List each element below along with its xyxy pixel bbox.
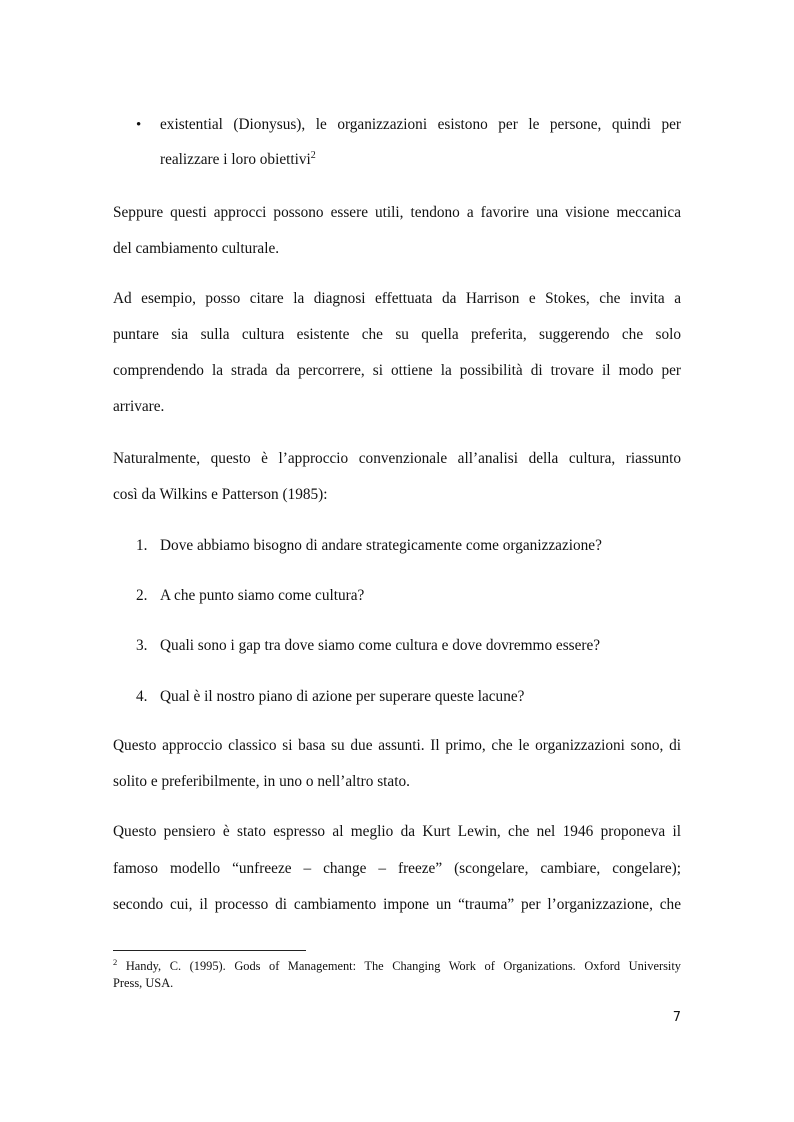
paragraph-2-line-1: Ad esempio, posso citare la diagnosi effettuata da Harrison e Stokes, che invita a [113,290,681,307]
paragraph-2-line-4: arrivare. [113,398,165,415]
paragraph-2-line-3: comprendendo la strada da percorrere, si ottiene la possibilità di trovare il modo per [113,362,681,379]
list-item: Dove abbiamo bisogno di andare strategicamente come organizzazione? [160,537,602,554]
paragraph-5-line-3: secondo cui, il processo di cambiamento impone un “trauma” per l’organizzazione, che [113,896,681,913]
list-item-number: 4. [136,688,148,705]
footnote-number: 2 [113,956,118,967]
footnote-reference: 2 [310,149,316,161]
paragraph-4-line-1: Questo approccio classico si basa su due assunti. Il primo, che le organizzazioni sono, di [113,737,681,754]
paragraph-4-line-2: solito e preferibilmente, in uno o nell’altro stato. [113,773,410,790]
bullet-marker: • [136,117,142,133]
bullet-item-line-1: existential (Dionysus), le organizzazioni esistono per le persone, quindi per [160,116,681,133]
list-item: Quali sono i gap tra dove siamo come cultura e dove dovremmo essere? [160,637,601,654]
paragraph-2-line-2: puntare sia sulla cultura esistente che su quella preferita, suggerendo che solo [113,326,681,343]
paragraph-1-line-1: Seppure questi approcci possono essere utili, tendono a favorire una visione meccanica [113,204,681,221]
paragraph-3-line-1: Naturalmente, questo è l’approccio convenzionale all’analisi della cultura, riassunto [113,450,681,467]
paragraph-1-line-2: del cambiamento culturale. [113,240,280,257]
footnote-separator [113,950,306,951]
footnote-line-2: Press, USA. [113,976,174,990]
bullet-item-line-2: realizzare i loro obiettivi$^2$ [160,149,316,168]
list-item-number: 2. [136,587,148,604]
list-item-number: 3. [136,637,148,654]
footnote-line-1: $^2$ Handy, C. (1995). Gods of Management: The Changing Work of Organizations. Oxford University [113,956,681,973]
paragraph-5-line-2: famoso modello “unfreeze – change – freeze” (scongelare, cambiare, congelare); [113,860,681,877]
list-item-number: 1. [136,537,148,554]
paragraph-5-line-1: Questo pensiero è stato espresso al meglio da Kurt Lewin, che nel 1946 proponeva il [113,823,681,840]
page-number: 7 [672,1010,681,1025]
list-item: Qual è il nostro piano di azione per superare queste lacune? [160,688,525,705]
list-item: A che punto siamo come cultura? [160,587,365,604]
paragraph-3-line-2: così da Wilkins e Patterson (1985): [113,486,328,503]
